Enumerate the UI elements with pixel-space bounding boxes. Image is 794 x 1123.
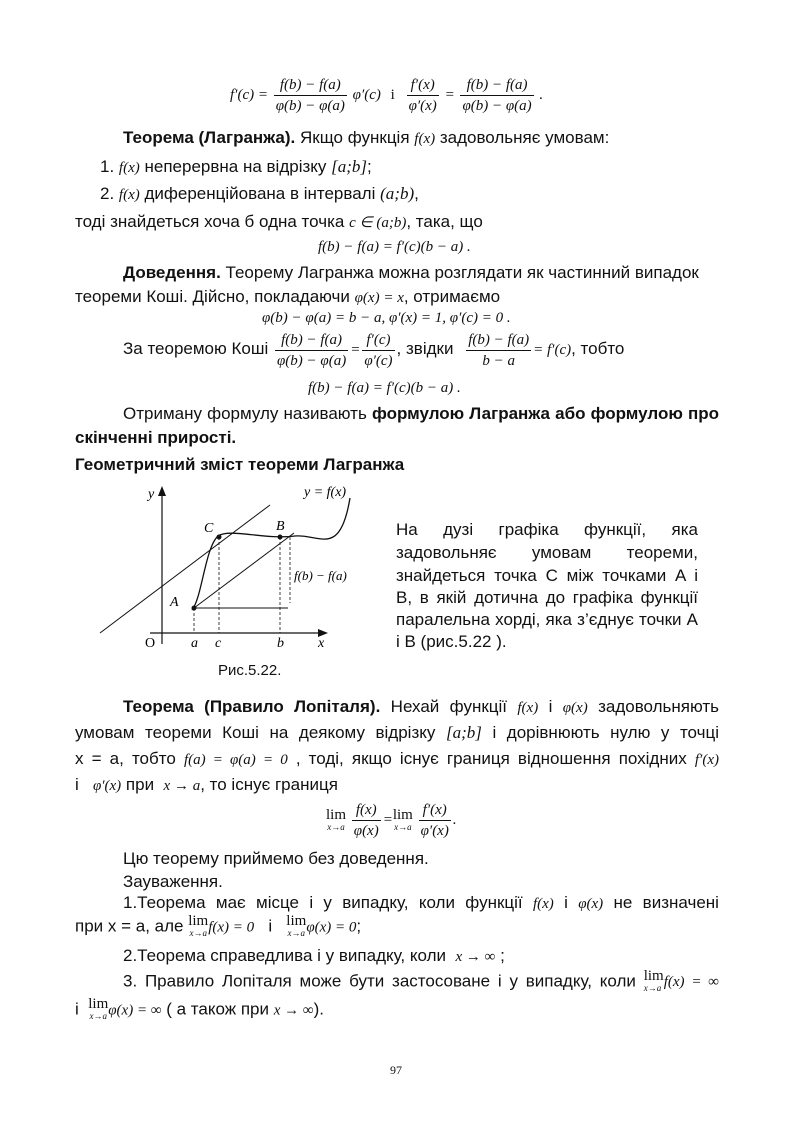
origin-label: O xyxy=(145,636,156,650)
remark-2 xyxy=(123,946,505,966)
remark-text-end: ; xyxy=(500,946,505,965)
whence-text: , звідки xyxy=(396,338,454,358)
math-interval: [a;b] xyxy=(331,157,368,176)
proof-text-end: , отримаємо xyxy=(403,287,501,306)
fraction-denominator: φ(x) xyxy=(353,823,379,839)
math-fx: f(x) xyxy=(414,131,436,147)
proof-text: Теорему Лагранжа можна розглядати як частинний випадок xyxy=(225,263,699,282)
proof-final-formula: f(b) − f(a) = f′(c)(b − a) . xyxy=(308,380,461,396)
conjunction: і xyxy=(564,893,568,912)
remark-1 xyxy=(123,893,719,913)
math-phi-x: φ(x) = x xyxy=(354,290,404,306)
tick-c-label: c xyxy=(215,636,222,650)
math-fx: f(x) xyxy=(532,896,554,912)
remark-text-end: ). xyxy=(313,999,324,1019)
tick-b-label: b xyxy=(277,636,284,650)
lhopital-title: Теорема (Правило Лопіталя). xyxy=(123,697,381,716)
limit: lim x→a xyxy=(286,913,307,938)
lhopital-text-end: і дорівнюють нулю у точці xyxy=(492,723,720,742)
lhopital-line-4 xyxy=(75,775,338,795)
math-x-to-a: x → a xyxy=(163,778,201,794)
remark-text: 1.Теорема має місце і у випадку, коли функції xyxy=(123,893,523,912)
lhopital-line-2 xyxy=(75,723,719,743)
conjunction: і xyxy=(390,86,395,103)
math-fprime: f′(x) xyxy=(694,752,719,768)
fraction-denominator: φ(b) − φ(a) xyxy=(275,98,345,114)
math-phi-x: φ(x) xyxy=(562,700,588,716)
math-f-phi-a: f(a) = φ(a) = 0 xyxy=(183,752,288,768)
fraction-numerator: f(b) − f(a) xyxy=(274,76,347,96)
lagrange-condition-2 xyxy=(100,184,419,204)
item-number: 2. xyxy=(100,184,115,203)
named-formula-line-1 xyxy=(75,404,719,424)
tick-a-label: a xyxy=(191,636,198,650)
formula-lhs: f′(c) = xyxy=(230,86,268,103)
remark-text: 3. Правило Лопіталя може бути застосоване і у випадку, коли xyxy=(123,971,636,991)
tangent-line xyxy=(100,505,270,633)
fraction xyxy=(407,76,439,115)
geometry-text-line-1: На дузі графіка функції, яка xyxy=(396,520,698,539)
math-interval: [a;b] xyxy=(445,723,482,742)
chord-ab xyxy=(194,533,294,608)
remark-3 xyxy=(123,970,719,994)
geometry-text-line-4: B, в якій дотична до графіка функції xyxy=(396,588,698,607)
math-limit-expr: φ(x) = ∞ xyxy=(108,1002,162,1019)
difference-label: f(b) − f(a) xyxy=(294,568,347,583)
then-end: , така, що xyxy=(406,212,483,231)
remark-text: 2.Теорема справедлива і у випадку, коли xyxy=(123,946,447,965)
lhopital-text-end: задовольняють xyxy=(598,697,720,716)
item-end: , xyxy=(414,184,419,203)
fraction-numerator: f′(c) xyxy=(362,331,394,351)
proof-text: теореми Коші. Дійсно, покладаючи xyxy=(75,287,350,306)
function-curve xyxy=(192,498,350,610)
fraction xyxy=(362,331,394,370)
conjunction: і xyxy=(75,999,79,1019)
remarks-heading: Зауваження. xyxy=(123,872,223,891)
no-proof-text: Цю теорему приймемо без доведення. xyxy=(123,849,429,868)
math-fx: f(x) xyxy=(118,187,140,203)
lhopital-text: умовам теореми Коші на деякому відрізку xyxy=(75,723,436,742)
limit: lim x→a xyxy=(188,913,209,938)
fraction-numerator: f(b) − f(a) xyxy=(460,76,533,96)
formula-end: . xyxy=(539,86,544,103)
cauchy-text: За теоремою Коші xyxy=(123,338,269,358)
point-a-dot xyxy=(192,606,197,611)
remark-text: при x = a, але xyxy=(75,916,184,936)
limit: lim x→a xyxy=(392,806,413,832)
math-phiprime: φ′(x) xyxy=(92,778,122,794)
y-axis-label: y xyxy=(148,487,155,502)
lagrange-formula: f(b) − f(a) = f′(c)(b − a) . xyxy=(318,239,471,255)
point-b-dot xyxy=(278,535,283,540)
lhopital-line-1 xyxy=(123,697,719,717)
fraction-numerator: f′(x) xyxy=(419,801,451,821)
lagrange-title: Теорема (Лагранжа). xyxy=(123,128,296,147)
math-limit-expr: f(x) = 0 xyxy=(208,919,255,936)
conjunction: і xyxy=(548,697,553,716)
proof-cauchy-line: За теоремою Коші $\frac{f(b) - f(a)}{\varphi(b) - \varphi(a)}$ = $\frac{f'(c)}{\varphi'(c)}$ , звідки $\frac{f(b) - f(a)}{b - a}$ = f′(c), тобто xyxy=(123,332,625,369)
remark-text-end: ; xyxy=(356,916,362,936)
page-number: 97 xyxy=(390,1063,402,1077)
fraction-numerator: f(x) xyxy=(352,801,381,821)
point-c-dot xyxy=(217,535,222,540)
fraction-numerator: f(b) − f(a) xyxy=(275,331,348,351)
equals-sign: = xyxy=(444,86,455,103)
item-text: неперервна на відрізку xyxy=(144,157,327,176)
math-phi-x: φ(x) xyxy=(578,896,604,912)
lhopital-text-mid: , тоді, якщо існує границя відношення похідних xyxy=(295,749,687,768)
remark-text: ( а також при xyxy=(166,999,270,1019)
geometry-text-line-5: паралельна хорді, яка з’єднує точки A xyxy=(396,610,698,629)
fraction-rhs: = f′(c) xyxy=(533,341,572,358)
fraction-denominator: φ′(x) xyxy=(408,98,437,114)
lagrange-intro: Якщо функція xyxy=(300,128,410,147)
item-end: ; xyxy=(367,157,372,176)
then-text: тоді знайдеться хоча б одна точка xyxy=(75,212,345,231)
geometry-text-line-6: і B (рис.5.22 ). xyxy=(396,632,507,651)
fraction-numerator: f(b) − f(a) xyxy=(466,331,531,351)
lagrange-then xyxy=(75,212,483,232)
math-c-in-interval: c ∈ (a;b) xyxy=(349,215,407,231)
proof-title: Доведення. xyxy=(123,263,221,282)
lhopital-text-end: , то існує границя xyxy=(200,775,338,794)
fraction-denominator: φ′(c) xyxy=(364,353,393,369)
limit: lim x→a xyxy=(88,996,109,1021)
proof-formula: φ(b) − φ(a) = b − a, φ′(x) = 1, φ′(c) = 0 . xyxy=(262,310,511,326)
fraction xyxy=(419,801,451,840)
fraction xyxy=(274,76,347,115)
geometry-text-line-3: знайдеться точка C між точками A і xyxy=(396,566,698,585)
point-b-label: B xyxy=(276,519,285,534)
item-number: 1. xyxy=(100,157,115,176)
lagrange-intro-end: задовольняє умовам: xyxy=(439,128,610,147)
fraction-denominator: φ(b) − φ(a) xyxy=(462,98,532,114)
remark-text-end: не визначені xyxy=(613,893,719,912)
proof-line-1 xyxy=(123,263,699,283)
geometry-heading: Геометричний зміст теореми Лагранжа xyxy=(75,455,405,474)
curve-label: y = f(x) xyxy=(304,485,347,500)
conjunction: і xyxy=(268,916,273,936)
remark-3-continued xyxy=(75,998,324,1022)
math-limit-expr: f(x) = ∞ xyxy=(663,974,719,991)
fraction xyxy=(352,801,381,840)
math-fx: f(x) xyxy=(517,700,539,716)
formula-factor: φ′(c) xyxy=(352,86,381,103)
geometry-text-line-2: задовольняє умовам теореми, xyxy=(396,543,698,562)
math-fx: f(x) xyxy=(118,160,140,176)
point-c-label: C xyxy=(204,521,214,536)
formula-top xyxy=(230,76,543,115)
lhopital-line-3 xyxy=(75,749,719,769)
equals-sign: = xyxy=(382,811,393,828)
x-axis-label: x xyxy=(318,636,325,650)
point-a-label: A xyxy=(170,595,179,610)
lhopital-text: Нехай функції xyxy=(390,697,508,716)
fraction-denominator: φ(b) − φ(a) xyxy=(276,353,347,369)
limit: lim x→a xyxy=(643,968,664,993)
math-limit-expr: φ(x) = 0 xyxy=(306,919,357,936)
lagrange-statement xyxy=(123,128,609,148)
so-text: , тобто xyxy=(571,338,625,358)
item-text: диференційована в інтервалі xyxy=(144,184,376,203)
math-interval: (a;b) xyxy=(380,184,415,203)
remark-1-continued xyxy=(75,915,361,939)
fraction-denominator: b − a xyxy=(482,353,515,369)
fraction-denominator: φ′(x) xyxy=(420,823,449,839)
fraction xyxy=(460,76,533,115)
fraction-numerator: f′(x) xyxy=(407,76,439,96)
limit: lim x→a xyxy=(326,806,347,832)
math-x-to-inf: x → ∞ xyxy=(273,1002,314,1019)
conjunction: і xyxy=(75,775,79,794)
named-bold-1: формулою Лагранжа або формулою про xyxy=(371,404,719,423)
named-start: Отриману формулу називають xyxy=(123,404,367,423)
named-formula-line-2: скінченні прирості. xyxy=(75,428,237,447)
figure-caption: Рис.5.22. xyxy=(218,662,282,679)
math-x-to-inf: x → ∞ xyxy=(455,949,496,965)
y-axis-arrow xyxy=(158,486,166,496)
lagrange-condition-1 xyxy=(100,157,372,177)
at-text: при xyxy=(125,775,155,794)
proof-line-2 xyxy=(75,287,500,307)
fraction xyxy=(275,331,348,370)
figure-lagrange xyxy=(90,478,380,650)
lhopital-text: x = a, тобто xyxy=(75,749,176,768)
formula-end: . xyxy=(452,811,457,828)
fraction xyxy=(466,331,531,370)
lhopital-limit-formula xyxy=(326,801,457,840)
